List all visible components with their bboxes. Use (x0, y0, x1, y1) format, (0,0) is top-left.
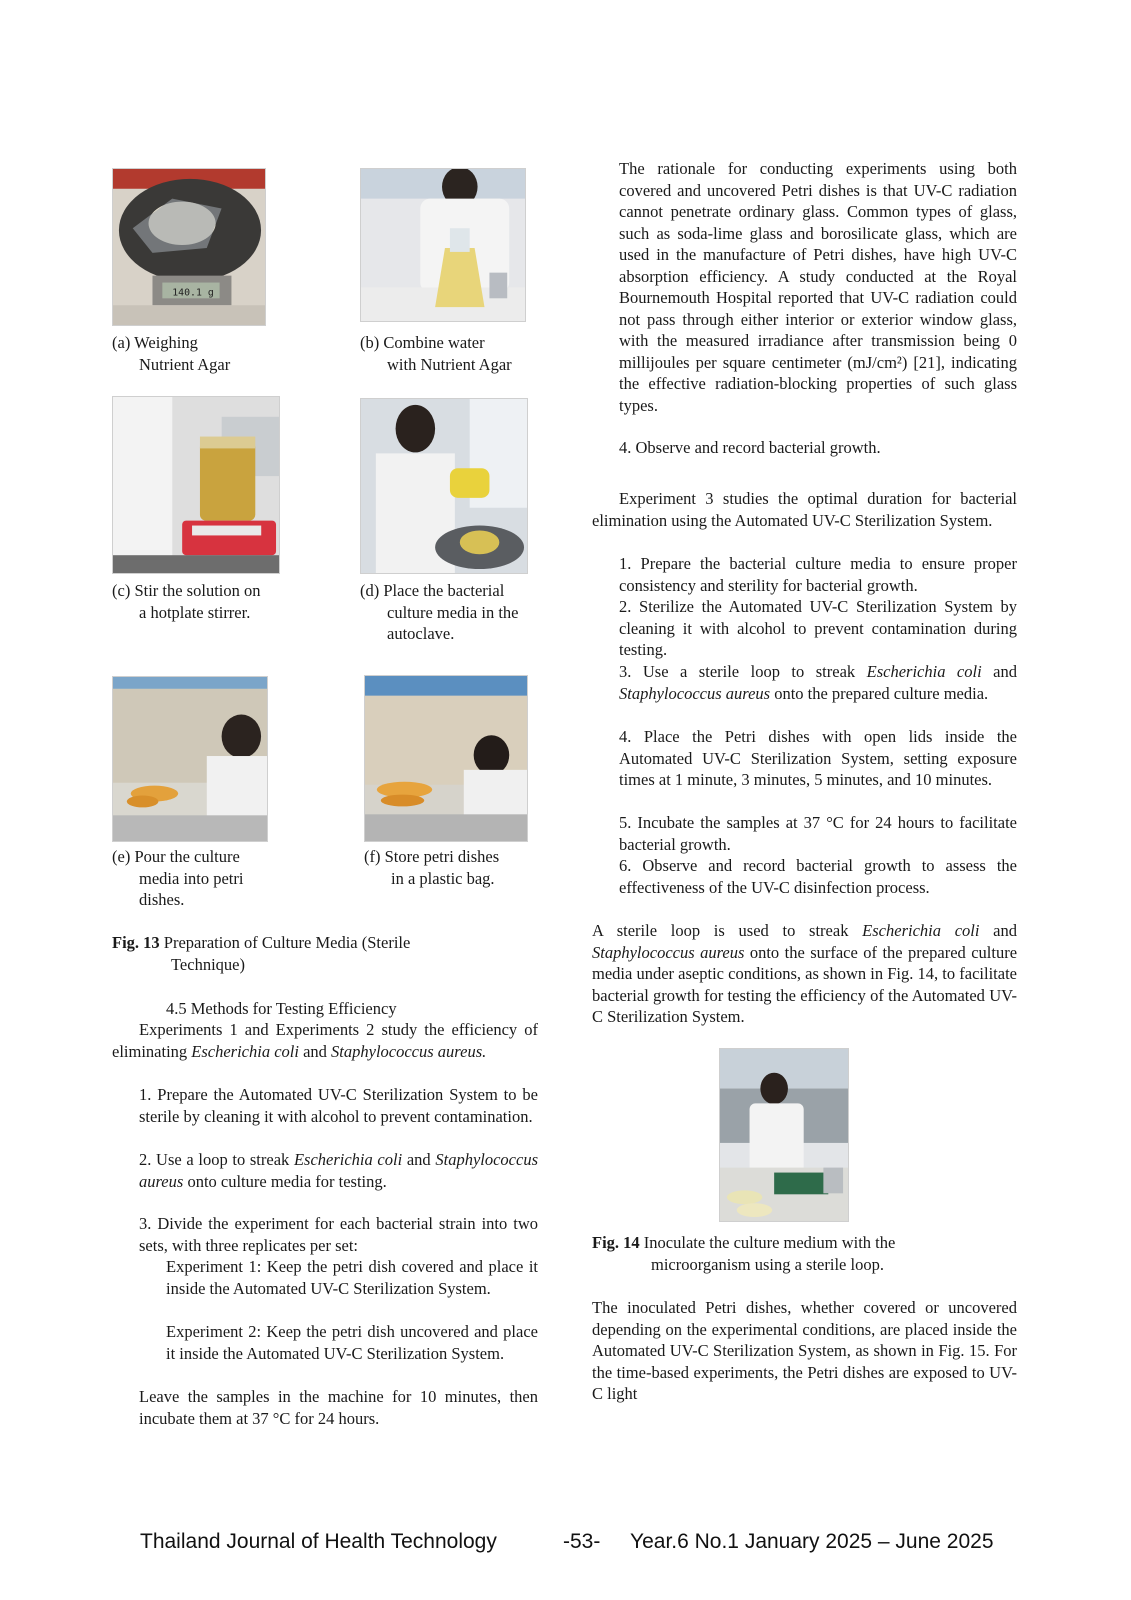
photo-store-petri-dishes (364, 675, 528, 842)
methods-intro: Experiments 1 and Experiments 2 study the efficiency of eliminating Escherichia coli and Staphylococcus aureus. (112, 1020, 538, 1061)
figure-13-label: Fig. 13 (112, 933, 160, 952)
observe-step: 4. Observe and record bacterial growth. (619, 438, 881, 457)
photo-combine-water (360, 168, 526, 322)
figure-13-caption: Fig. 13 Preparation of Culture Media (Sterile Technique) (112, 933, 411, 974)
panel-caption-d: (d) Place the bacterial culture media in the autoclave. (360, 581, 519, 643)
method-step-2: 2. Use a loop to streak Escherichia coli and Staphylococcus aureus onto culture media for testing. (139, 1150, 538, 1191)
exp3-step-4: 4. Place the Petri dishes with open lids inside the Automated UV-C Sterilization System, setting exposure times at 1 minute, 3 minutes, 5 minutes, and 10 minutes. (619, 727, 1017, 789)
photo-inoculate-culture-medium (719, 1048, 849, 1222)
photo-hotplate-stirrer (112, 396, 280, 574)
experiment-3-intro: Experiment 3 studies the optimal duration for bacterial elimination using the Automated UV-C Sterilization System. (592, 489, 1017, 530)
figure-13-text: Preparation of Culture Media (Sterile (163, 933, 411, 952)
section-heading: 4.5 Methods for Testing Efficiency (166, 999, 397, 1018)
experiment-2-description: Experiment 2: Keep the petri dish uncovered and place it inside the Automated UV-C Sterilization System. (166, 1322, 538, 1363)
figure-14-label: Fig. 14 (592, 1233, 640, 1252)
journal-name: Thailand Journal of Health Technology (140, 1530, 497, 1553)
incubation-note: Leave the samples in the machine for 10 minutes, then incubate them at 37 °C for 24 hours. (139, 1387, 538, 1428)
inoculated-dishes-paragraph: The inoculated Petri dishes, whether covered or uncovered depending on the experimental conditions, are placed inside the Automated UV-C Sterilization System, as shown in Fig. 15. For the time-based experiments, the Petri dishes are exposed to UV-C light (592, 1298, 1017, 1403)
method-step-3: 3. Divide the experiment for each bacterial strain into two sets, with three replicates per set: (139, 1214, 538, 1255)
panel-caption-f: (f) Store petri dishes in a plastic bag. (364, 847, 500, 888)
exp3-step-5: 5. Incubate the samples at 37 °C for 24 hours to facilitate bacterial growth. (619, 813, 1017, 854)
panel-caption-a: (a) Weighing Nutrient Agar (112, 333, 231, 374)
method-step-1: 1. Prepare the Automated UV-C Sterilization System to be sterile by cleaning it with alcohol to prevent contamination. (139, 1085, 538, 1126)
scale-readout: 140.1 g (172, 287, 214, 299)
page-number: -53- (563, 1530, 601, 1553)
photo-pour-petri-dishes (112, 676, 268, 842)
sterile-loop-paragraph: A sterile loop is used to streak Escherichia coli and Staphylococcus aureus onto the surface of the prepared culture media under aseptic conditions, as shown in Fig. 14, to facilitate bacterial growth for testing the efficiency of the Automated UV-C Sterilization System. (592, 921, 1018, 1026)
exp3-step-3: 3. Use a sterile loop to streak Escherichia coli and Staphylococcus aureus onto the prepared culture media. (619, 662, 1017, 703)
exp3-step-6: 6. Observe and record bacterial growth to assess the effectiveness of the UV-C disinfection process. (619, 856, 1017, 897)
photo-autoclave (360, 398, 528, 574)
rationale-paragraph: The rationale for conducting experiments using both covered and uncovered Petri dishes is that UV-C radiation cannot penetrate ordinary glass. Common types of glass, such as soda-lime glass and borosilicate glass, which are used in the manufacture of Petri dishes, have high UV-C absorption efficiency. A study conducted at the Royal Bournemouth Hospital reported that UV-C radiation could not pass through either interior or exterior window glass, with the measured irradiance after transmission being 0 millijoules per square centimeter (mJ/cm²) [21], indicating the effective radiation-blocking properties of such glass types. (619, 159, 1017, 415)
panel-caption-b: (b) Combine water with Nutrient Agar (360, 333, 512, 374)
photo-weighing-nutrient-agar (112, 168, 266, 326)
exp3-step-1: 1. Prepare the bacterial culture media to ensure proper consistency and sterility for bacterial growth. (619, 554, 1017, 595)
panel-caption-e: (e) Pour the culture media into petri dishes. (112, 847, 244, 909)
figure-14-caption: Fig. 14 Inoculate the culture medium with the microorganism using a sterile loop. (592, 1233, 896, 1274)
experiment-1-description: Experiment 1: Keep the petri dish covered and place it inside the Automated UV-C Sterilization System. (166, 1257, 538, 1298)
exp3-step-2: 2. Sterilize the Automated UV-C Sterilization System by cleaning it with alcohol to prevent contamination during testing. (619, 597, 1017, 659)
issue-info: Year.6 No.1 January 2025 – June 2025 (630, 1530, 994, 1553)
panel-caption-c: (c) Stir the solution on a hotplate stirrer. (112, 581, 261, 622)
